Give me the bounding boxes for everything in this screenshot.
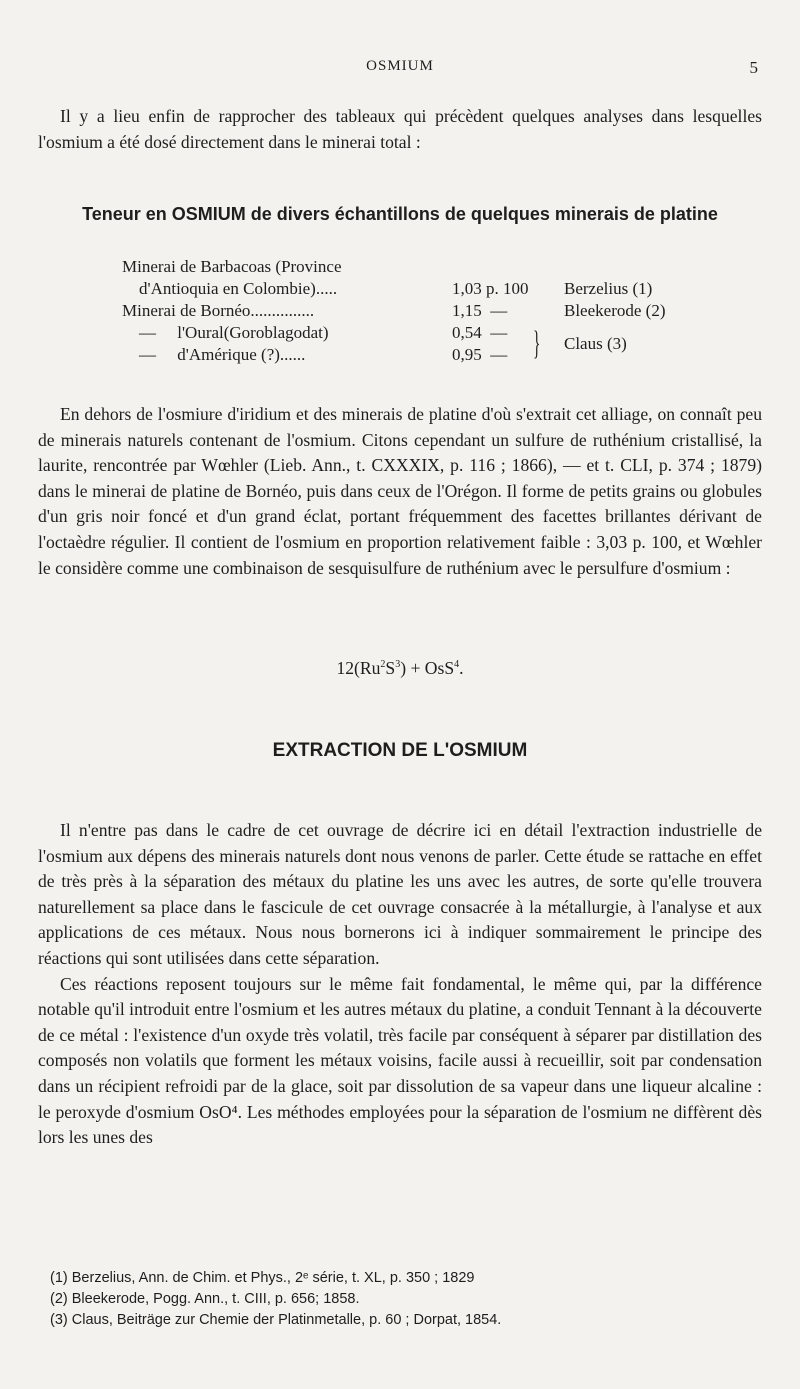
- table-cell-name: d'Antioquia en Colombie).....: [122, 279, 338, 298]
- table-cell-name: — l'Oural(Goroblagodat): [122, 323, 329, 342]
- laurite-paragraph: En dehors de l'osmiure d'iridium et des minerais de platine d'où s'extrait cet alliage, on connaît peu de minerais naturels contenant de l'osmium. Citons cependant un sulfure de ruthénium cristallisé, la laurite, rencontrée par Wœhler (Lieb. Ann., t. CXXXIX, p. 116 ; 1866), — et t. CLI, p. 374 ; 1879) dans le minerai de platine de Bornéo, puis dans ceux de l'Orégon. Il forme de petits grains ou globules d'un gris noir foncé et d'un grand éclat, portant fréquemment des facettes brillantes dérivant de l'octaèdre régulier. Il contient de l'osmium en proportion relativement faible : 3,03 p. 100, et Wœhler le considère comme une combinaison de sesquisulfure de ruthénium avec le persulfure d'osmium :: [38, 404, 762, 578]
- table-cell-value: 1,15 —: [452, 301, 508, 320]
- table-row: [122, 256, 722, 278]
- table-row: [122, 322, 722, 344]
- reactions-paragraph: Ces réactions reposent toujours sur le même fait fondamental, le même qui, par la différence notable qu'il introduit entre l'osmium et les autres métaux du platine, a conduit Tennant à la découverte de ce métal : l'existence d'un oxyde très volatil, très facile par conséquent à séparer par distillation des composés non volatils que forment les métaux voisins, facile aussi à recueillir, soit par condensation dans un récipient refroidi par de la glace, soit par dissolution de sa vapeur dans une liqueur alcaline : le peroxyde d'osmium OsO⁴. Les méthodes employées pour la séparation de l'osmium ne diffèrent dès lors les unes des: [38, 973, 762, 1148]
- table-row: [122, 300, 722, 322]
- extraction-paragraph: Il n'entre pas dans le cadre de cet ouvrage de décrire ici en détail l'extraction industrielle de l'osmium aux dépens des minerais naturels dont nous venons de parler. Cette étude se rattache en effet de très près à la séparation des métaux du platine les uns avec les autres, de sorte qu'elle trouvera naturellement sa place dans le fascicule de cet ouvrage consacrée à la métallurgie, à l'analyse et aux applications de ces métaux. Nous nous bornerons ici à indiquer sommairement le principe des réactions qui sont utilisées dans cette séparation.: [38, 820, 762, 968]
- table-cell-name: — d'Amérique (?)......: [122, 345, 306, 364]
- table-cell-value: 1,03 p. 100: [452, 279, 529, 298]
- table-cell-author-braced: Claus (3): [564, 334, 627, 353]
- intro-paragraph: Il y a lieu enfin de rapprocher des tableaux qui précèdent quelques analyses dans lesquelles l'osmium a été dosé directement dans le minerai total :: [38, 106, 762, 152]
- page-header: [38, 58, 762, 82]
- brace-symbol: }: [533, 325, 541, 362]
- table-cell-value: 0,54 —: [452, 323, 508, 342]
- footnote: (2) Bleekerode, Pogg. Ann., t. CIII, p. 656; 1858.: [50, 1291, 360, 1307]
- footnote: (3) Claus, Beiträge zur Chemie der Platinmetalle, p. 60 ; Dorpat, 1854.: [50, 1312, 502, 1328]
- extraction-text-block: [38, 818, 762, 1151]
- section-heading: EXTRACTION DE L'OSMIUM: [272, 740, 528, 761]
- running-head: OSMIUM: [366, 58, 434, 74]
- intro-paragraph-block: [38, 104, 762, 155]
- table-cell-author: Berzelius (1): [564, 279, 653, 298]
- table-row: [122, 278, 722, 300]
- table-title: Teneur en OSMIUM de divers échantillons de quelques minerais de platine: [82, 204, 718, 224]
- page-number: 5: [749, 58, 758, 77]
- table-cell-author: Bleekerode (2): [564, 301, 666, 320]
- table-row: [122, 344, 722, 366]
- osmium-content-table: [122, 256, 722, 366]
- laurite-paragraph-block: [38, 402, 762, 581]
- footnote: (1) Berzelius, Ann. de Chim. et Phys., 2ᵉ série, t. XL, p. 350 ; 1829: [50, 1270, 475, 1286]
- chemical-formula: $12(Ru^2S^3) + OsS^4$.: [336, 658, 464, 678]
- table-cell-name: Minerai de Bornéo...............: [122, 301, 315, 320]
- table-cell-value: 0,95 —: [452, 345, 508, 364]
- table-cell-name: Minerai de Barbacoas (Province: [122, 257, 342, 276]
- footnotes: [50, 1268, 750, 1331]
